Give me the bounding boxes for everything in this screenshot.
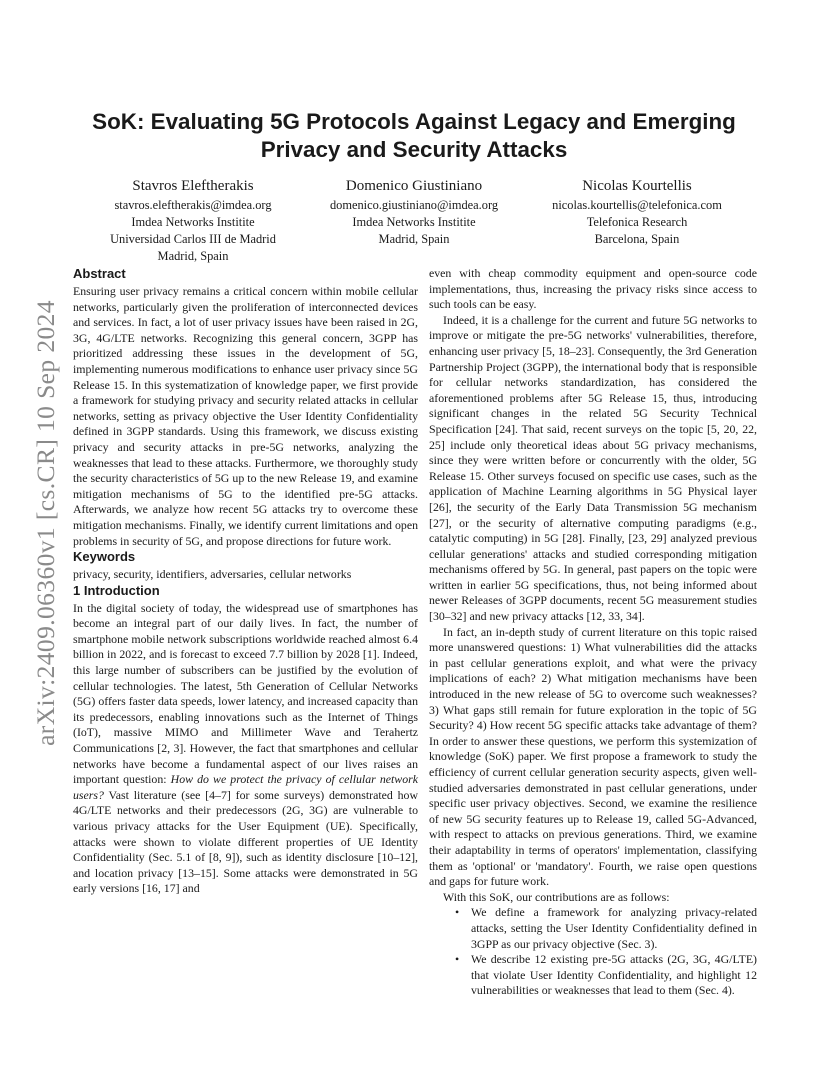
list-item	[429, 905, 757, 952]
list-item	[429, 952, 757, 999]
intro-paragraph-3: In fact, an in-depth study of current literature on this topic raised more unanswered questions: 1) What vulnerabilities did the attacks in past cellular generations exploit, and what were the privacy implications of each? 2) What mitigation mechanisms have been introduced in the new release of 5G to overcome such weaknesses? 3) What gaps still remain for future exploration in the topic of 5G Security? 4) How recent 5G specific attacks take advantage of them? In order to answer these questions, we perform this systemization of knowledge (SoK) paper. We first propose a framework to study the efficiency of current cellular generation security aspects, given well-studied adversaries demonstrated in past cellular generations, under specific user privacy objectives. Second, we examine the resilience of new 5G security features up to Release 19, called 5G-Advanced, with respect to attacks on previous generations. Third, we examine their adaptability in terms of operators' implementation, classifying them as 'optional' or 'mandatory'. Fourth, we raise open questions and gaps for future work.	[429, 624, 757, 889]
author-location: Madrid, Spain	[378, 232, 450, 246]
author-3	[507, 176, 767, 248]
introduction-heading: 1 Introduction	[73, 582, 160, 598]
keywords-heading: Keywords	[73, 549, 136, 565]
author-name: Stavros Eleftherakis	[132, 178, 254, 194]
author-email: stavros.eleftherakis@imdea.org	[114, 198, 272, 212]
keywords-text: privacy, security, identifiers, adversaries, cellular networks	[73, 567, 352, 582]
intro-paragraph-1	[73, 601, 418, 897]
intro-p1-question: How do we protect the privacy of cellular network users?	[73, 772, 418, 802]
intro-paragraph-2: Indeed, it is a challenge for the current and future 5G networks to improve or mitigate the pre-5G networks' vulnerabilities, therefore, enhancing user privacy [5, 18–23]. Consequently, the 3rd Generation Partnership Project (3GPP), the international body that is responsible for cellular networks standardization, has considered the aforementioned problems after 5G Release 15, thus, introducing significant changes in the related 5G Security Technical Specification [24]. That said, recent surveys on the topic [5, 20, 22, 25] include only theoretical ideas about 5G privacy mechanisms, since they were written before or concurrently with the older, 5G Release 15. Other surveys focused on specific use cases, such as the application of Machine Learning algorithms in 5G Physical layer [26], the security of the Early Data Transmission 5G mechanism [27], or the security of alternative computing paradigms (e.g., catalytic computing) in 5G [28]. Finally, [23, 29] analyzed previous cellular generations' attacks and studied corresponding mitigation mechanisms offered by 5G. In general, past papers on the topic were written in earlier 5G specifications, thus, not being informed about newer Releases of 3GPP documents, recent 5G measurement studies [30–32] and new privacy attacks [12, 33, 34].	[429, 312, 757, 624]
title-line-2: Privacy and Security Attacks	[260, 137, 568, 162]
author-affiliation: Imdea Networks Institite	[131, 215, 255, 229]
intro-p1-text-b: Vast literature (see [4–7] for some surveys) demonstrated how 4G/LTE networks and their predecessors (2G, 3G) are vulnerable to various privacy attacks for the User Equipment (UE). Specifically, attacks were shown to violate different properties of UE Identity Confidentiality (Sec. 5.1 of [8, 9]), such as identity disclosure [10–12], and location privacy [13–15]. Some attacks were demonstrated in 5G early versions [16, 17] and	[73, 787, 418, 896]
intro-p1-continuation: even with cheap commodity equipment and open-source code implementations, thus, increasing the privacy risks since access to such tools can be easy.	[429, 266, 757, 312]
left-column	[73, 266, 418, 897]
arxiv-identifier: arXiv:2409.06360v1 [cs.CR] 10 Sep 2024	[31, 300, 60, 746]
author-location: Barcelona, Spain	[594, 232, 680, 246]
author-affiliation: Imdea Networks Institite	[352, 215, 476, 229]
intro-p1-text-a: In the digital society of today, the widespread use of smartphones has become an integral part of our daily lives. In fact, the number of smartphone mobile network subscriptions worldwide reached almost 6.4 billion in 2022, and is forecast to exceed 7.7 billion by 2028 [1]. Indeed, this large number of subscribers can be justified by the evolution of cellular technologies. The latest, 5th Generation of Cellular Networks (5G) offers faster data speeds, lower latency, and increased capacity than its predecessors, enabling innovations such as the Internet of Things (IoT), massive MIMO and Millimeter Wave and Terahertz Communications [2, 3]. However, the fact that smartphones and cellular networks have become a fundamental aspect of our lives raises an important question:	[73, 600, 418, 787]
author-affiliation: Telefonica Research	[586, 215, 688, 229]
abstract-heading: Abstract	[73, 266, 126, 281]
author-2	[284, 176, 544, 248]
contributions-list	[429, 905, 757, 999]
arxiv-sidebar	[20, 288, 72, 758]
abstract-text: Ensuring user privacy remains a critical concern within mobile cellular networks, particularly given the proliferation of interconnected devices and services. In fact, a lot of user privacy issues have been raised in 2G, 3G, 4G/LTE networks. Recognizing this general concern, 3GPP has prioritized addressing these issues in the development of 5G, implementing numerous modifications to enhance user privacy since 5G Release 15. In this systematization of knowledge paper, we first provide a framework for studying privacy and security related attacks in cellular networks, setting as privacy objective the User Identity Confidentiality defined in 3GPP standards. Using this framework, we discuss existing privacy and security attacks in pre-5G networks, analyzing the weaknesses that lead to these attacks. Furthermore, we thoroughly study the security characteristics of 5G up to the new Release 19, and examine mitigation mechanisms of 5G to the identified pre-5G attacks. Afterwards, we analyze how recent 5G attacks try to overcome these mitigation mechanisms. Finally, we identify current limitations and open problems in security of 5G, and propose directions for future work.	[73, 284, 418, 548]
author-location: Madrid, Spain	[157, 249, 229, 263]
bullet-icon: •	[455, 905, 460, 920]
title-line-1: SoK: Evaluating 5G Protocols Against Legacy and Emerging	[92, 109, 736, 134]
list-item-text: We describe 12 existing pre-5G attacks (2G, 3G, 4G/LTE) that violate User Identity Confidentiality, and highlight 12 vulnerabilities or weaknesses that lead to them (Sec. 4).	[471, 952, 757, 998]
author-email: domenico.giustiniano@imdea.org	[329, 198, 499, 212]
author-email: nicolas.kourtellis@telefonica.com	[552, 198, 722, 212]
intro-paragraph-4: With this SoK, our contributions are as follows:	[443, 889, 670, 904]
bullet-icon: •	[455, 952, 460, 967]
paper-title	[82, 108, 746, 164]
right-column	[429, 266, 757, 999]
list-item-text: We define a framework for analyzing privacy-related attacks, setting the User Identity Confidentiality defined in 3GPP as our privacy objective (Sec. 3).	[471, 905, 757, 951]
author-name: Nicolas Kourtellis	[582, 178, 692, 194]
author-name: Domenico Giustiniano	[345, 178, 483, 194]
author-affiliation: Universidad Carlos III de Madrid	[110, 232, 276, 246]
